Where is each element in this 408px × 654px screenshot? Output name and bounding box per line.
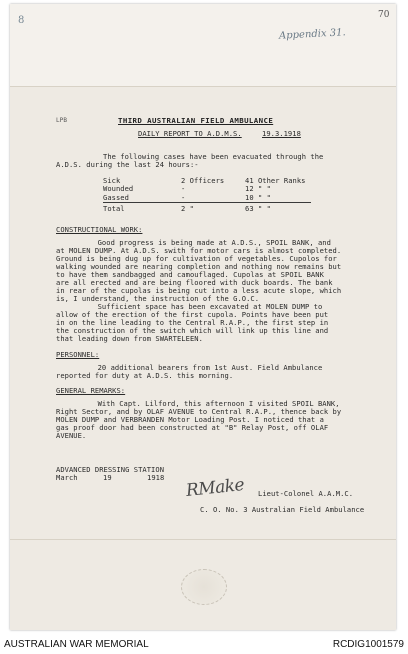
body-line: MOLEN DUMP and VERBRANDEN Motor Loading Post. I noticed that a bbox=[56, 415, 324, 424]
body-line: AVENUE. bbox=[56, 431, 87, 440]
body-line: the construction of the switch which will link up this line and bbox=[56, 326, 329, 335]
section-heading-personnel: PERSONNEL: bbox=[56, 350, 100, 359]
report-title: DAILY REPORT TO A.D.M.S. bbox=[138, 129, 242, 138]
body-line: gas proof door had been constructed at "B" Relay Post, off OLAF bbox=[56, 423, 329, 432]
body-line: that leading down from SWARTELEEN. bbox=[56, 334, 203, 343]
body-line: Sufficient space has been excavated at MOLEN DUMP to bbox=[76, 302, 323, 311]
archive-footer bbox=[0, 634, 408, 654]
body-line: Good progress is being made at A.D.S., SPOIL BANK, and bbox=[76, 238, 331, 247]
intro-line: A.D.S. during the last 24 hours:- bbox=[56, 160, 199, 169]
sheet-top-margin bbox=[10, 4, 396, 86]
table-cell-other: 10 " " bbox=[245, 193, 271, 202]
closing-year: 1918 bbox=[147, 473, 165, 482]
table-cell-other: 41 Other Ranks bbox=[245, 176, 306, 185]
signatory-command: C. O. No. 3 Australian Field Ambulance bbox=[200, 505, 365, 514]
body-line: to have them sandbagged and camouflaged. Cupolas at SPOIL BANK bbox=[56, 270, 324, 279]
table-cell-officers: - bbox=[181, 193, 186, 202]
reference-mark: LPB bbox=[56, 117, 67, 124]
body-line: in on the line leading to the Central R.A.P., the first step in bbox=[56, 318, 329, 327]
fold-line bbox=[10, 86, 396, 87]
body-line: in rear of the cupolas is being cut into a less acute slope, which bbox=[56, 286, 342, 295]
table-row-label: Sick bbox=[103, 176, 121, 185]
fold-line bbox=[10, 539, 396, 540]
section-heading-construction: CONSTRUCTIONAL WORK: bbox=[56, 225, 143, 234]
table-cell-officers: - bbox=[181, 184, 186, 193]
appendix-note: Appendix 31. bbox=[278, 27, 346, 42]
table-cell-officers: 2 " bbox=[181, 204, 194, 213]
body-line: Ground is being dug up for cultivation of vegetables. Cupolos for bbox=[56, 254, 337, 263]
intro-line: The following cases have been evacuated through the bbox=[103, 152, 324, 161]
embossed-stamp bbox=[181, 569, 227, 605]
page-number: 70 bbox=[378, 10, 390, 20]
corner-mark: 8 bbox=[18, 15, 25, 26]
table-row-label: Gassed bbox=[103, 193, 129, 202]
table-cell-other: 63 " " bbox=[245, 204, 271, 213]
unit-title: THIRD AUSTRALIAN FIELD AMBULANCE bbox=[118, 116, 274, 125]
section-heading-general: GENERAL REMARKS: bbox=[56, 386, 126, 395]
table-row-label: Wounded bbox=[103, 184, 134, 193]
body-line: reported for duty at A.D.S. this morning. bbox=[56, 371, 234, 380]
report-date: 19.3.1918 bbox=[262, 129, 301, 138]
body-line: is, I understand, the instruction of the G.O.C. bbox=[56, 294, 260, 303]
closing-day: 19 bbox=[103, 473, 112, 482]
archive-name: AUSTRALIAN WAR MEMORIAL bbox=[4, 639, 149, 650]
total-rule bbox=[103, 202, 311, 203]
handwritten-signature: RMake bbox=[185, 475, 246, 501]
body-line: Right Sector, and by OLAF AVENUE to Central R.A.P., thence back by bbox=[56, 407, 342, 416]
body-line: walking wounded are nearing completion and nothing now remains but bbox=[56, 262, 342, 271]
body-line: are all erected and are being floored with duck boards. The bank bbox=[56, 278, 333, 287]
closing-month: March bbox=[56, 473, 78, 482]
archive-id: RCDIG1001579 bbox=[332, 639, 404, 650]
body-line: at MOLEN DUMP. At A.D.S. swith for motor cars is almost completed. bbox=[56, 246, 342, 255]
table-cell-other: 12 " " bbox=[245, 184, 271, 193]
body-line: allow of the erection of the first cupola. Points have been put bbox=[56, 310, 329, 319]
body-line: 20 additional bearers from 1st Aust. Field Ambulance bbox=[76, 363, 323, 372]
signatory-rank: Lieut-Colonel A.A.M.C. bbox=[258, 489, 354, 498]
station-name: ADVANCED DRESSING STATION bbox=[56, 465, 165, 474]
table-cell-officers: 2 Officers bbox=[181, 176, 225, 185]
table-row-label: Total bbox=[103, 204, 125, 213]
body-line: With Capt. Lilford, this afternoon I visited SPOIL BANK, bbox=[76, 399, 340, 408]
